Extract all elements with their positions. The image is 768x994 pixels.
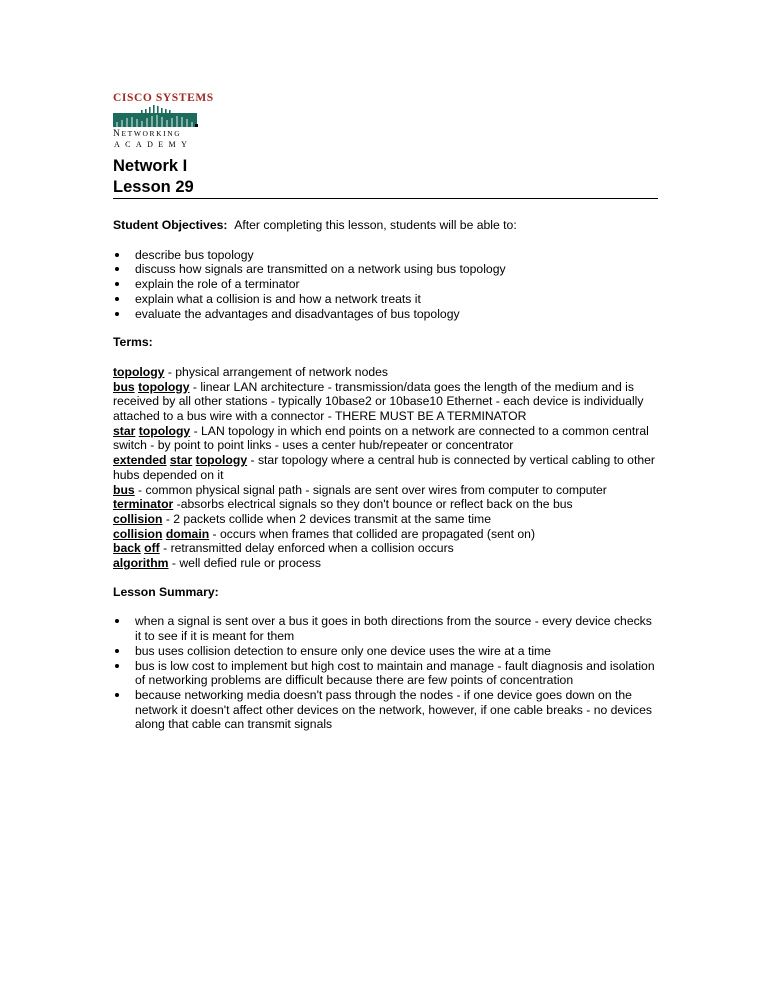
term-word: bus: [113, 379, 135, 394]
term-definition: - occurs when frames that collided are propagated (sent on): [209, 526, 536, 541]
summary-item: bus is low cost to implement but high cost to maintain and manage - fault diagnosis and isolation of networking problems are difficult because there are few points of concentration: [113, 659, 658, 688]
logo-academy-text: ACADEMY: [114, 140, 193, 149]
cisco-networking-academy-logo: [113, 92, 214, 158]
term-word: collision: [113, 511, 163, 526]
objectives-intro: [113, 218, 658, 233]
term-entry: [113, 365, 658, 380]
term-definition: - retransmitted delay enforced when a collision occurs: [159, 541, 454, 556]
objective-item: describe bus topology: [113, 248, 658, 263]
term-definition: - well defied rule or process: [168, 556, 321, 571]
terms-heading: Terms:: [113, 335, 153, 350]
term-definition: - linear LAN architecture - transmission/data goes the length of the medium and is received by all other stations - typically 10base2 or 10base10 Ethernet - each device is individually attached to a bus wire with a connector - THERE MUST BE A TERMINATOR: [113, 379, 644, 424]
objective-item: evaluate the advantages and disadvantages of bus topology: [113, 307, 658, 322]
term-word: extended: [113, 453, 167, 468]
term-definition: - 2 packets collide when 2 devices transmit at the same time: [162, 511, 491, 526]
objectives-intro-text: After completing this lesson, students will be able to:: [234, 218, 517, 232]
logo-networking-text: NETWORKING: [113, 129, 182, 139]
term-word: topology: [195, 453, 248, 468]
lesson-title: Lesson 29: [113, 178, 194, 196]
term-entry: [113, 483, 658, 498]
term-word: topology: [138, 423, 191, 438]
objective-item: discuss how signals are transmitted on a network using bus topology: [113, 262, 658, 277]
summary-list: [113, 614, 658, 732]
logo-brand-text: CISCO SYSTEMS: [113, 92, 214, 104]
summary-item: because networking media doesn't pass through the nodes - if one device goes down on the network it doesn't affect other devices on the network, however, if one cable breaks - no devices along that cable can transmit signals: [113, 688, 658, 732]
objectives-list: [113, 248, 658, 322]
term-entry: [113, 424, 658, 453]
logo-dot: [195, 124, 198, 127]
term-entry: [113, 527, 658, 542]
term-word: domain: [165, 526, 210, 541]
summary-heading: Lesson Summary:: [113, 584, 219, 599]
objective-item: explain what a collision is and how a network treats it: [113, 292, 658, 307]
term-entry: [113, 556, 658, 571]
objectives-label: Student Objectives:: [113, 218, 228, 232]
term-word: topology: [113, 364, 165, 379]
term-definition: - LAN topology in which end points on a network are connected to a common central switch - by point to point links - uses a center hub/repeater or concentrator: [113, 423, 649, 453]
term-definition: - common physical signal path - signals are sent over wires from computer to computer: [134, 482, 607, 497]
summary-item: when a signal is sent over a bus it goes in both directions from the source - every device checks it to see if it is meant for them: [113, 614, 658, 643]
term-word: topology: [138, 379, 190, 394]
term-definition: -absorbs electrical signals so they don't bounce or reflect back on the bus: [173, 497, 573, 512]
summary-item: bus uses collision detection to ensure only one device uses the wire at a time: [113, 644, 658, 659]
term-word: collision: [113, 526, 163, 541]
term-word: algorithm: [113, 556, 169, 571]
term-definition: - star topology where a central hub is connected by vertical cabling to other hubs depended on it: [113, 453, 655, 482]
term-word: terminator: [113, 497, 174, 512]
terms-list: [113, 365, 658, 571]
term-definition: - physical arrangement of network nodes: [164, 364, 389, 379]
page-title: [113, 156, 194, 198]
term-word: back: [113, 541, 141, 556]
term-word: bus: [113, 482, 135, 497]
lesson-content: [113, 218, 658, 732]
term-entry: [113, 380, 658, 424]
title-divider: [113, 198, 658, 199]
term-entry: [113, 541, 658, 556]
term-word: star: [169, 453, 193, 468]
term-entry: [113, 453, 658, 482]
term-entry: [113, 497, 658, 512]
term-entry: [113, 512, 658, 527]
course-title: Network I: [113, 157, 188, 175]
term-word: off: [144, 541, 160, 556]
term-word: star: [113, 423, 136, 438]
objective-item: explain the role of a terminator: [113, 277, 658, 292]
cisco-bridge-icon: [113, 105, 197, 127]
